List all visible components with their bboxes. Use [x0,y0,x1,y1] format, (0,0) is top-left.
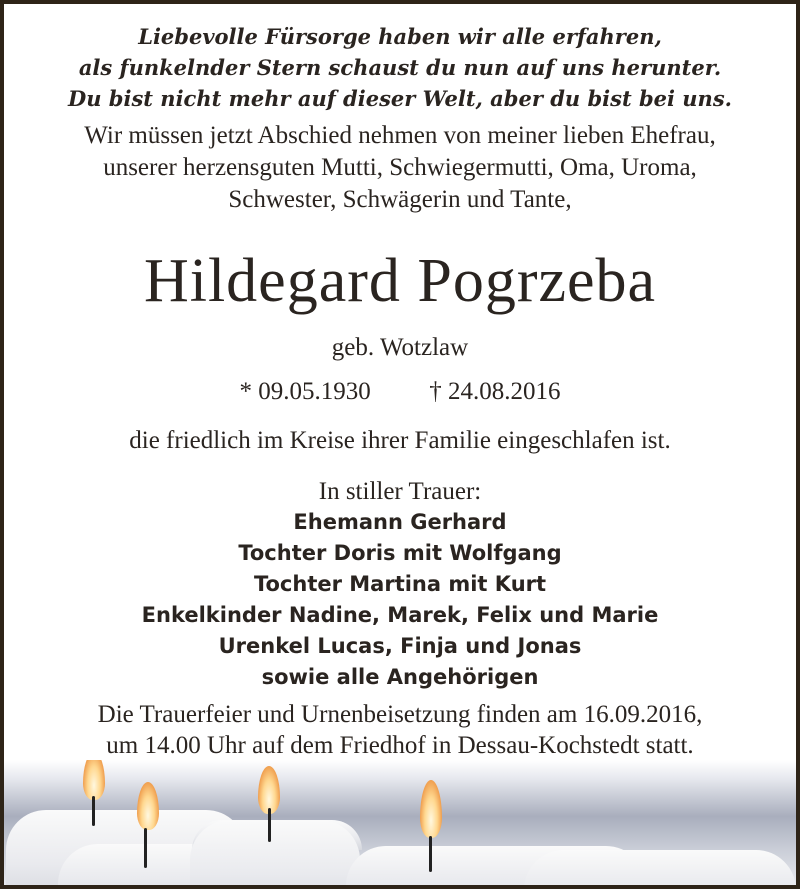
mourner-line: Urenkel Lucas, Finja und Jonas [218,634,582,658]
deceased-name: Hildegard Pogrzeba [143,247,657,315]
maiden-name: geb. Wotzlaw [331,334,469,361]
candle [190,820,360,885]
intro-line: Wir müssen jetzt Abschied nehmen von meiner lieben Ehefrau, [84,122,716,149]
flame-icon [137,782,159,830]
mourner-line: Tochter Martina mit Kurt [253,572,547,596]
wick [268,808,271,842]
passing-text: die friedlich im Kreise ihrer Familie eingeschlafen ist. [129,427,671,454]
intro-line: Schwester, Schwägerin und Tante, [228,186,572,213]
mourner-line: Ehemann Gerhard [293,510,507,534]
birth-date: * 09.05.1930 [239,378,371,405]
candle [524,850,796,885]
flame-icon [258,766,280,814]
wick [144,828,147,868]
obituary-notice [4,4,796,885]
mourner-line: Tochter Doris mit Wolfgang [238,541,562,565]
wick [92,796,95,826]
wick [429,836,432,872]
poem-line: Du bist nicht mehr auf dieser Welt, aber du bist bei uns. [68,86,732,111]
death-date: † 24.08.2016 [429,378,561,405]
poem-line: als funkelnder Stern schaust du nun auf uns herunter. [78,55,722,80]
funeral-line: um 14.00 Uhr auf dem Friedhof in Dessau-Kochstedt statt. [106,732,694,759]
intro-line: unserer herzensguten Mutti, Schwiegermutti, Oma, Uroma, [103,154,697,181]
flame-icon [83,760,105,800]
life-dates [4,378,796,406]
mourner-line: sowie alle Angehörigen [261,665,539,689]
mourning-heading: In stiller Trauer: [318,478,482,505]
flame-icon [420,780,442,838]
mourner-line: Enkelkinder Nadine, Marek, Felix und Marie [141,603,659,627]
candles-image [4,760,796,885]
funeral-line: Die Trauerfeier und Urnenbeisetzung finden am 16.09.2016, [97,701,703,728]
poem-line: Liebevolle Fürsorge haben wir alle erfahren, [138,24,662,49]
